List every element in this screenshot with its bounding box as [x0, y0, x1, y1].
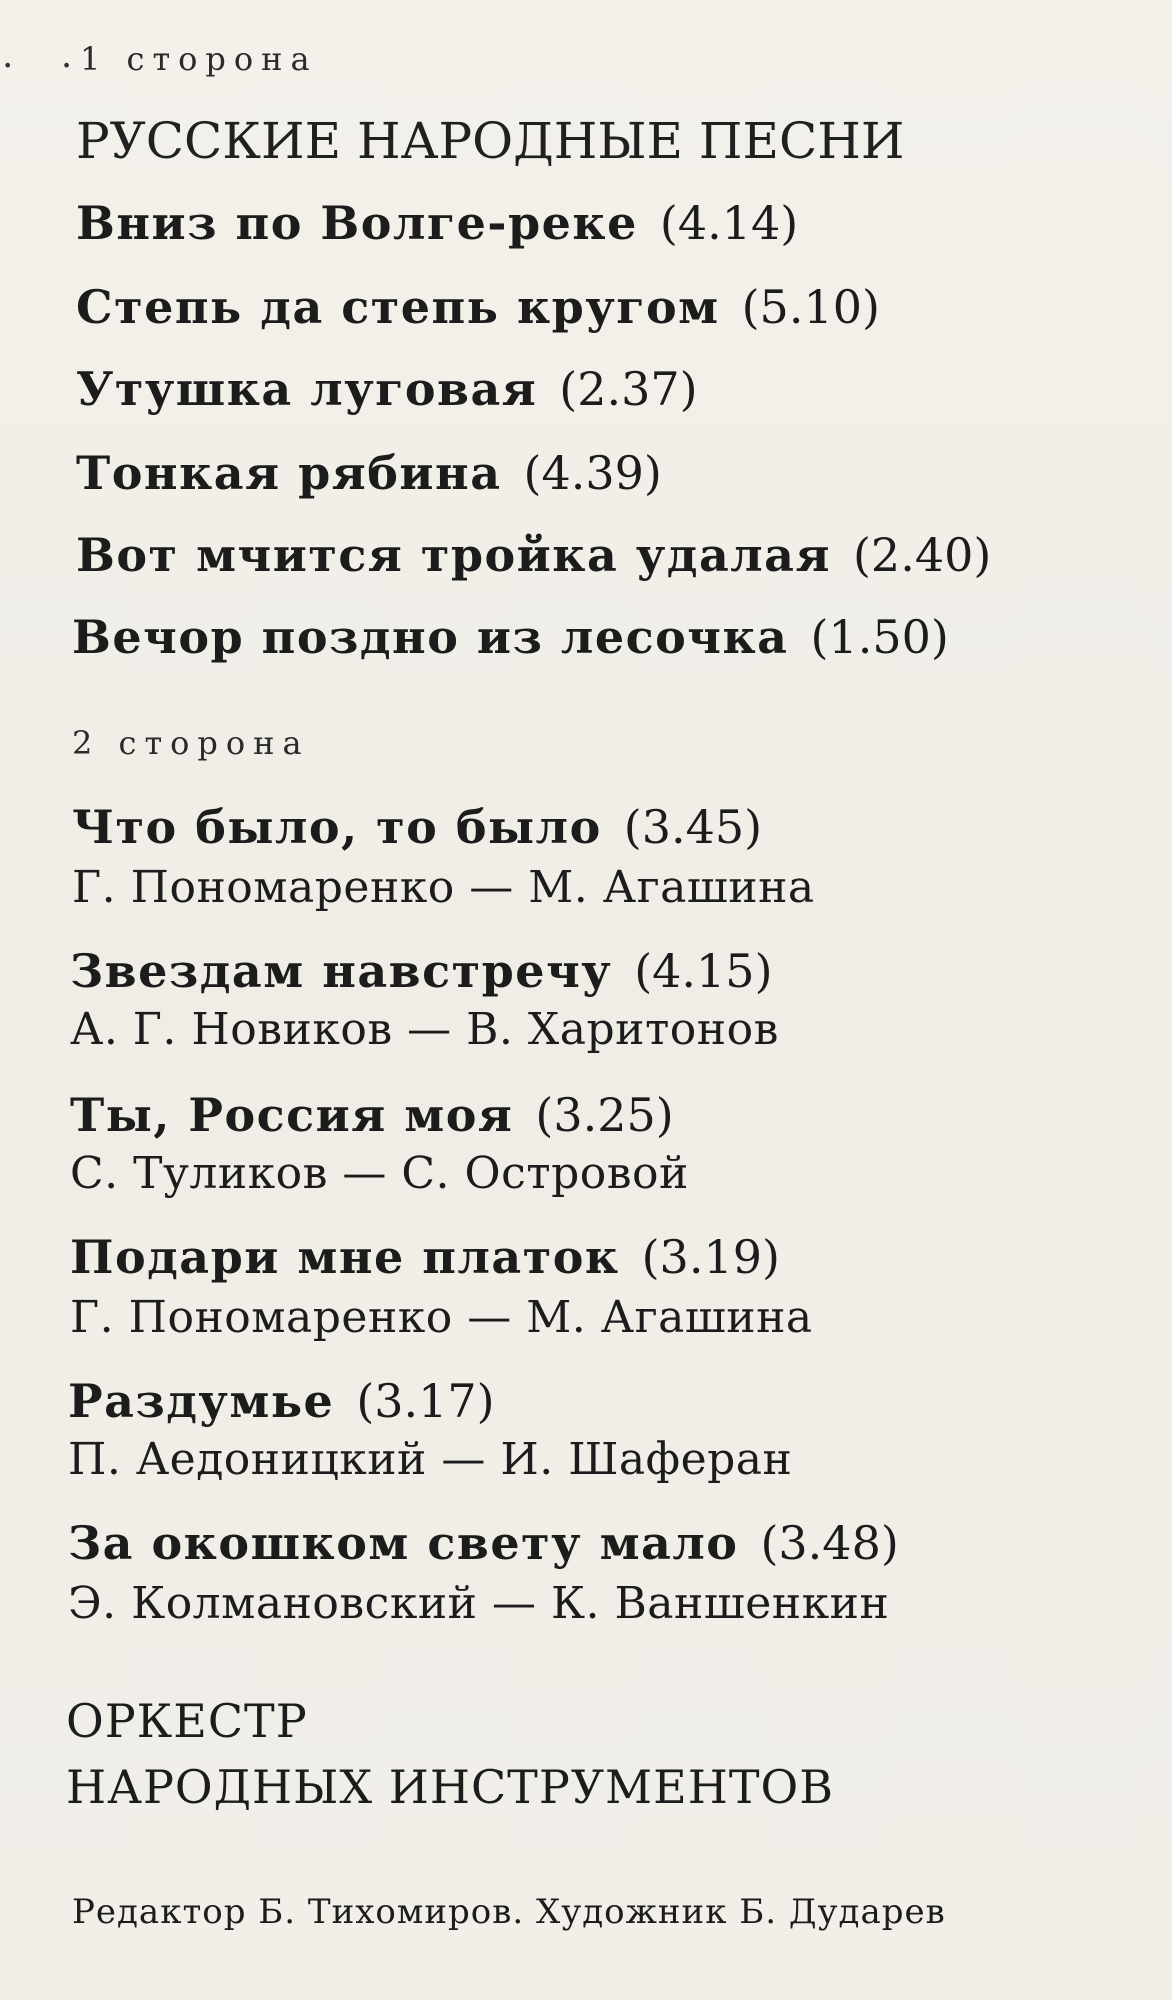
orchestra-line-2: НАРОДНЫХ ИНСТРУМЕНТОВ	[66, 1760, 835, 1814]
track-duration: (4.14)	[659, 196, 799, 250]
track-2-4-authors: Г. Пономаренко — М. Агашина	[70, 1292, 813, 1343]
track-2-5-authors: П. Аедоницкий — И. Шаферан	[68, 1434, 793, 1485]
track-2-3	[70, 1088, 674, 1142]
track-title: Подари мне платок	[70, 1230, 620, 1284]
track-2-6-authors: Э. Колмановский — К. Ваншенкин	[68, 1578, 890, 1629]
track-duration: (3.48)	[760, 1516, 899, 1570]
track-1-4	[76, 446, 662, 500]
track-2-1-authors: Г. Пономаренко — М. Агашина	[72, 862, 815, 913]
track-duration: (5.10)	[741, 280, 880, 334]
track-2-4	[70, 1230, 780, 1284]
track-title: Вечор поздно из лесочка	[72, 610, 789, 664]
track-1-3	[76, 362, 698, 416]
track-title: Звездам навстречу	[70, 944, 613, 998]
track-2-2	[70, 944, 773, 998]
track-title: Степь да степь кругом	[76, 280, 720, 334]
track-duration: (3.17)	[356, 1374, 495, 1428]
track-1-5	[76, 528, 991, 582]
track-title: Вот мчится тройка удалая	[76, 528, 831, 582]
track-title: Утушка луговая	[76, 362, 538, 416]
track-duration: (1.50)	[810, 610, 949, 664]
track-1-2	[76, 280, 880, 334]
track-2-1	[72, 800, 762, 854]
track-2-3-authors: С. Туликов — С. Островой	[70, 1148, 689, 1199]
track-duration: (3.45)	[623, 800, 763, 854]
track-1-1	[76, 196, 798, 250]
track-title: Что было, то было	[72, 800, 602, 854]
track-2-6	[68, 1516, 899, 1570]
track-title: Тонкая рябина	[76, 446, 502, 500]
decorative-dots: · ·	[2, 46, 91, 87]
track-title: Вниз по Волге-реке	[76, 196, 638, 250]
orchestra-line-1: ОРКЕСТР	[66, 1694, 308, 1748]
track-title: Раздумье	[68, 1374, 335, 1428]
track-duration: (4.39)	[523, 446, 662, 500]
track-duration: (2.37)	[559, 362, 698, 416]
track-duration: (2.40)	[852, 528, 992, 582]
side-1-label: 1 сторона	[80, 40, 318, 78]
track-title: За окошком свету мало	[68, 1516, 739, 1570]
side-2-label: 2 сторона	[72, 724, 310, 762]
track-2-2-authors: А. Г. Новиков — В. Харитонов	[70, 1004, 779, 1055]
credits: Редактор Б. Тихомиров. Художник Б. Дударев	[72, 1892, 946, 1932]
track-title: Ты, Россия моя	[70, 1088, 514, 1142]
track-1-6	[72, 610, 949, 664]
track-duration: (3.19)	[641, 1230, 780, 1284]
track-duration: (4.15)	[634, 944, 773, 998]
track-duration: (3.25)	[535, 1088, 674, 1142]
side-1-title: РУССКИЕ НАРОДНЫЕ ПЕСНИ	[76, 112, 905, 170]
track-2-5	[68, 1374, 495, 1428]
